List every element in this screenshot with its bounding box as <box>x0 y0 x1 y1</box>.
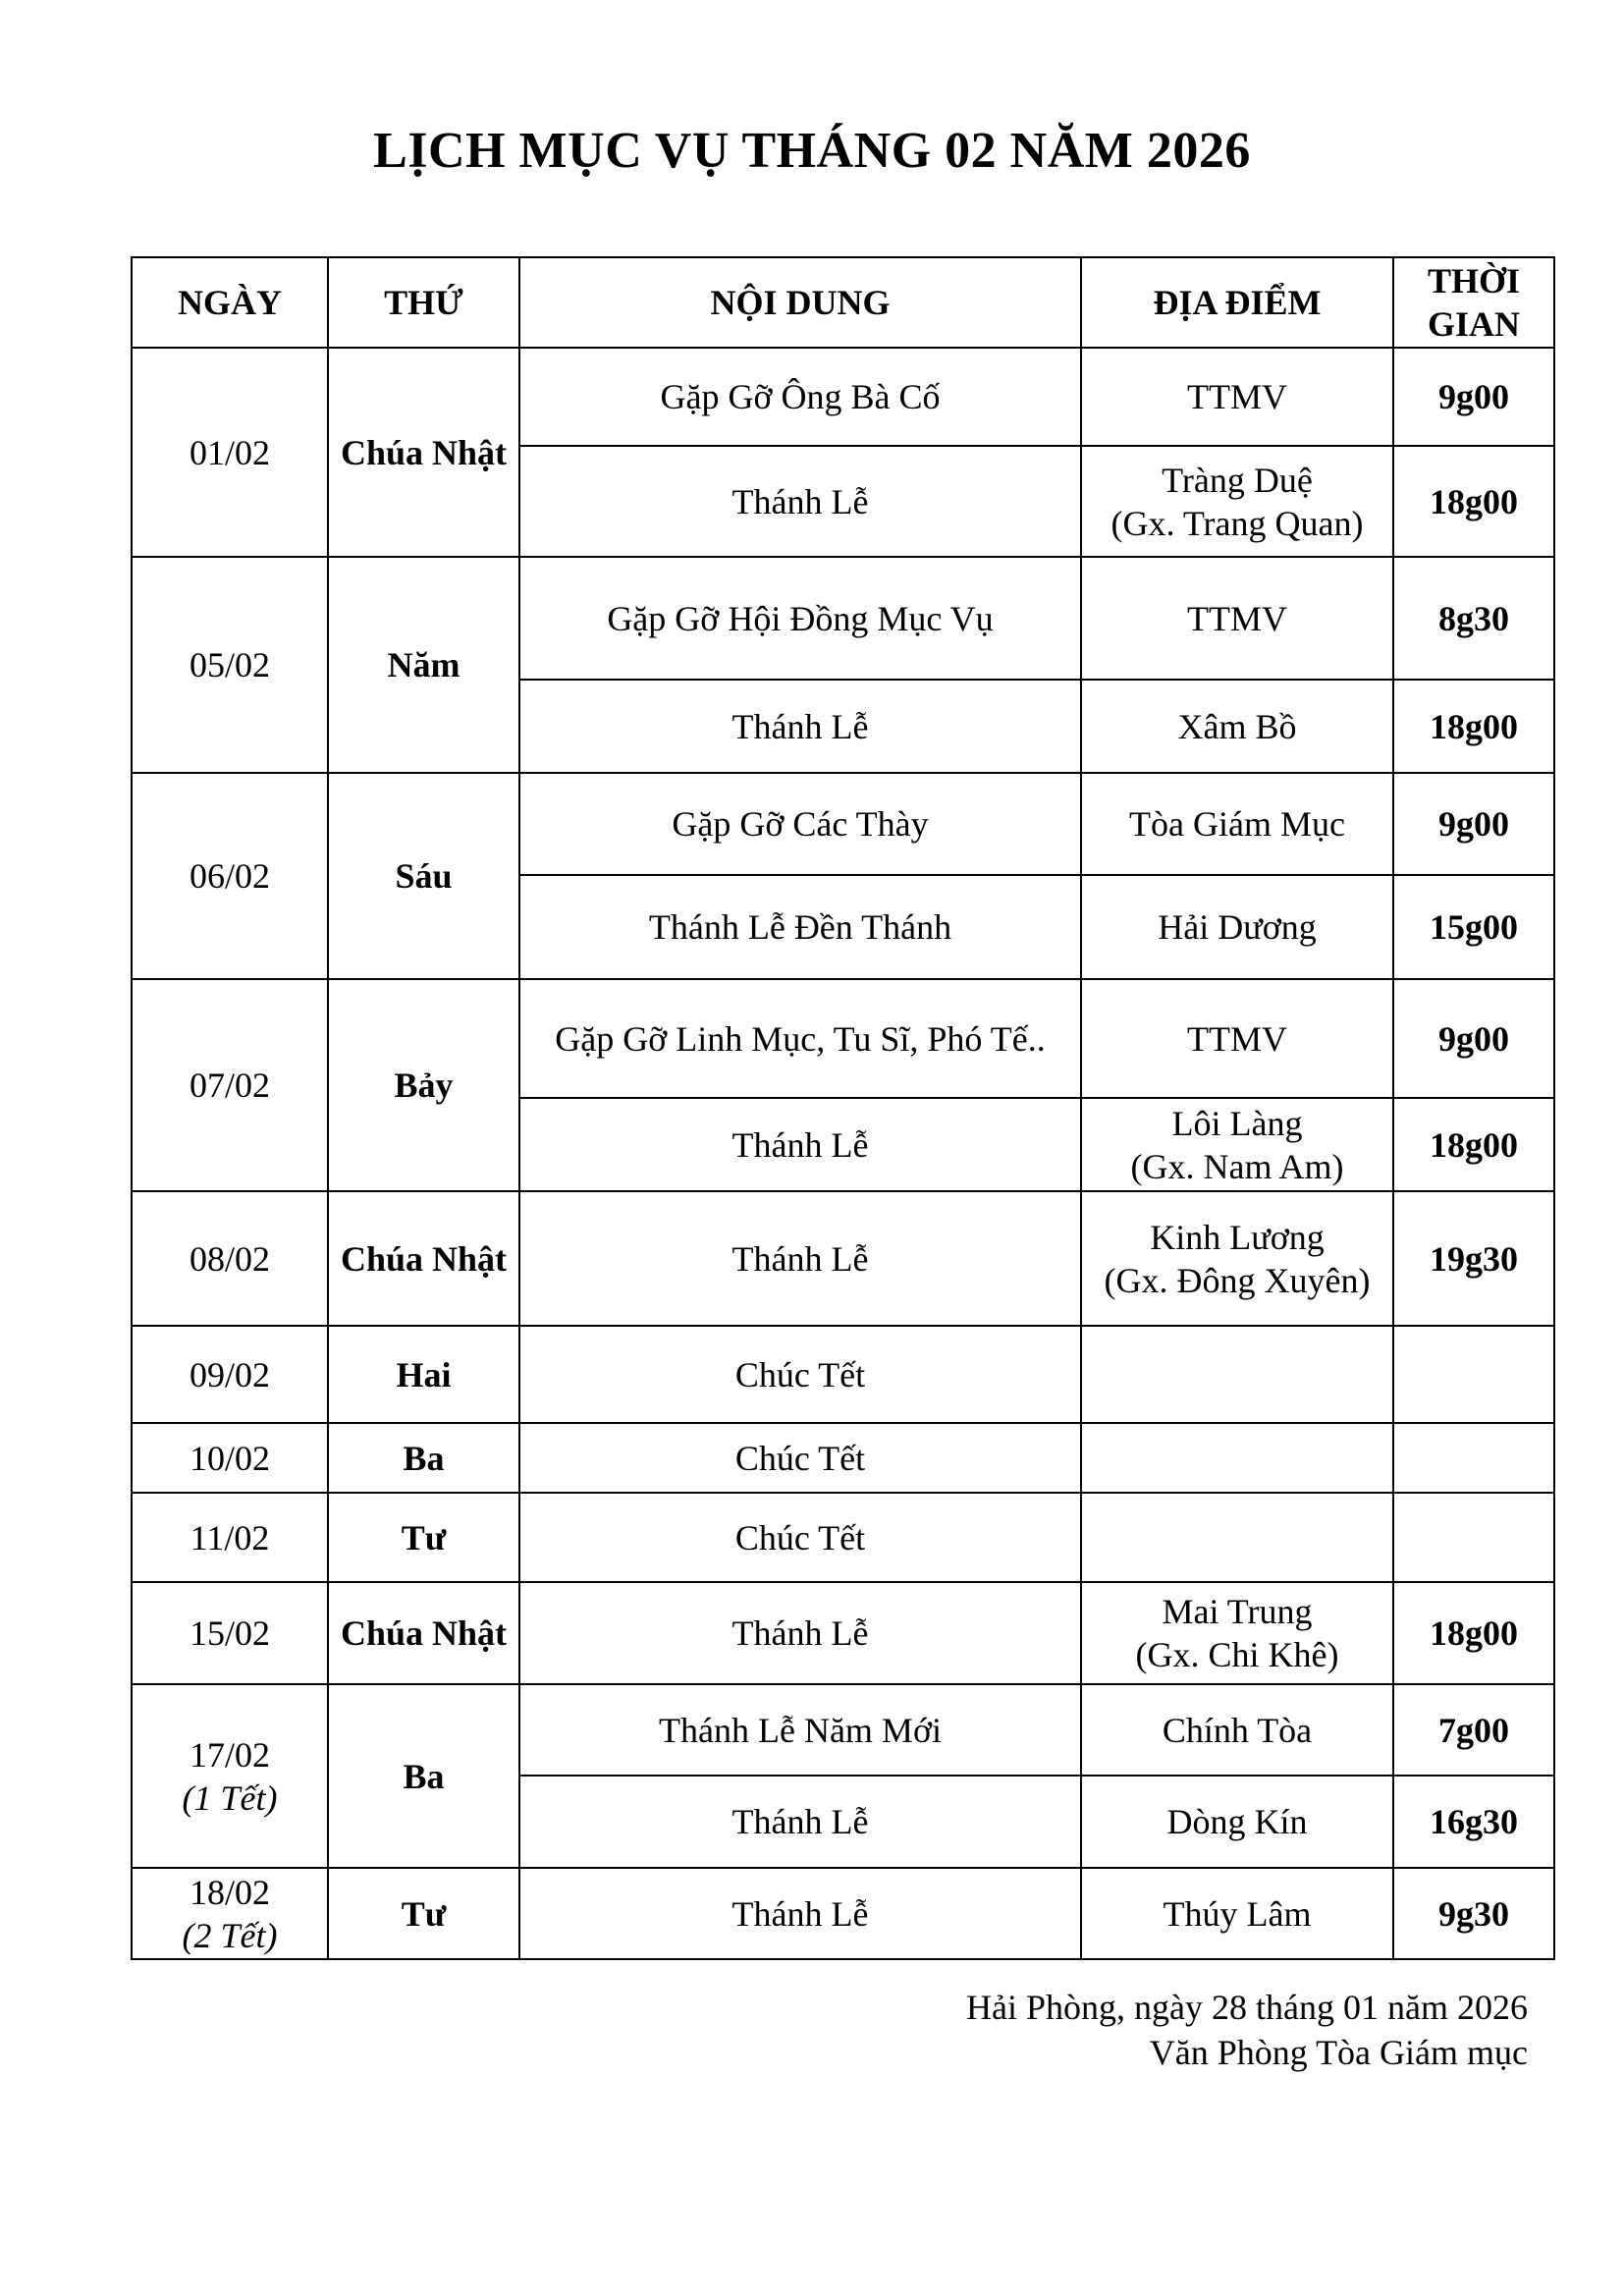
time-cell: 16g30 <box>1393 1776 1554 1868</box>
time-cell: 15g00 <box>1393 875 1554 979</box>
time-cell: 18g00 <box>1393 1098 1554 1191</box>
table-row <box>132 1423 1554 1493</box>
weekday-cell: Bảy <box>328 979 519 1191</box>
content-cell: Chúc Tết <box>519 1423 1081 1493</box>
location-line: Lôi Làng <box>1171 1103 1303 1143</box>
table-row <box>132 348 1554 446</box>
time-cell: 9g00 <box>1393 348 1554 446</box>
location-cell: TTMV <box>1081 979 1393 1098</box>
date-cell: 06/02 <box>132 773 328 979</box>
content-cell: Thánh Lễ <box>519 446 1081 557</box>
location-cell <box>1081 1191 1393 1326</box>
location-cell <box>1081 1582 1393 1684</box>
date-cell <box>132 1684 328 1868</box>
weekday-cell: Chúa Nhật <box>328 1582 519 1684</box>
table-row <box>132 1868 1554 1959</box>
content-cell: Gặp Gỡ Các Thày <box>519 773 1081 875</box>
content-cell: Gặp Gỡ Hội Đồng Mục Vụ <box>519 557 1081 680</box>
weekday-cell: Ba <box>328 1423 519 1493</box>
header-location: ĐỊA ĐIỂM <box>1081 257 1393 348</box>
location-cell <box>1081 1423 1393 1493</box>
date-value: 17/02 <box>189 1734 270 1775</box>
time-cell <box>1393 1423 1554 1493</box>
location-line: Mai Trung <box>1162 1592 1313 1631</box>
time-cell: 18g00 <box>1393 680 1554 773</box>
date-cell: 15/02 <box>132 1582 328 1684</box>
location-cell: Tòa Giám Mục <box>1081 773 1393 875</box>
weekday-cell: Tư <box>328 1493 519 1582</box>
time-cell: 7g00 <box>1393 1684 1554 1776</box>
weekday-cell: Sáu <box>328 773 519 979</box>
weekday-cell: Chúa Nhật <box>328 1191 519 1326</box>
date-cell: 08/02 <box>132 1191 328 1326</box>
weekday-cell: Chúa Nhật <box>328 348 519 557</box>
location-cell: Chính Tòa <box>1081 1684 1393 1776</box>
header-date: NGÀY <box>132 257 328 348</box>
header-weekday: THỨ <box>328 257 519 348</box>
date-cell: 10/02 <box>132 1423 328 1493</box>
content-cell: Thánh Lễ <box>519 1776 1081 1868</box>
location-cell: TTMV <box>1081 348 1393 446</box>
location-cell <box>1081 1098 1393 1191</box>
time-cell: 9g00 <box>1393 773 1554 875</box>
date-cell <box>132 1868 328 1959</box>
content-cell: Thánh Lễ <box>519 680 1081 773</box>
date-cell: 07/02 <box>132 979 328 1191</box>
table-row <box>132 1326 1554 1423</box>
content-cell: Thánh Lễ Năm Mới <box>519 1684 1081 1776</box>
header-content: NỘI DUNG <box>519 257 1081 348</box>
time-cell <box>1393 1326 1554 1423</box>
time-cell: 19g30 <box>1393 1191 1554 1326</box>
date-note: (2 Tết) <box>182 1915 278 1955</box>
location-line: (Gx. Đông Xuyên) <box>1104 1260 1371 1300</box>
table-row <box>132 557 1554 680</box>
weekday-cell: Hai <box>328 1326 519 1423</box>
table-row <box>132 1191 1554 1326</box>
date-cell: 01/02 <box>132 348 328 557</box>
content-cell: Thánh Lễ <box>519 1868 1081 1959</box>
date-value: 18/02 <box>189 1872 270 1912</box>
table-row <box>132 1493 1554 1582</box>
header-time <box>1393 257 1554 348</box>
table-row <box>132 1684 1554 1776</box>
weekday-cell: Ba <box>328 1684 519 1868</box>
weekday-cell: Năm <box>328 557 519 773</box>
content-cell: Chúc Tết <box>519 1493 1081 1582</box>
location-line: Tràng Duệ <box>1162 460 1313 500</box>
time-cell: 8g30 <box>1393 557 1554 680</box>
location-cell <box>1081 1493 1393 1582</box>
location-cell: TTMV <box>1081 557 1393 680</box>
location-line: (Gx. Chi Khê) <box>1135 1635 1339 1674</box>
table-row <box>132 773 1554 875</box>
weekday-cell: Tư <box>328 1868 519 1959</box>
page-title: LỊCH MỤC VỤ THÁNG 02 NĂM 2026 <box>373 123 1251 179</box>
time-cell <box>1393 1493 1554 1582</box>
content-cell: Thánh Lễ Đền Thánh <box>519 875 1081 979</box>
location-cell: Xâm Bồ <box>1081 680 1393 773</box>
date-cell: 09/02 <box>132 1326 328 1423</box>
content-cell: Chúc Tết <box>519 1326 1081 1423</box>
time-cell: 18g00 <box>1393 1582 1554 1684</box>
schedule-table <box>131 256 1555 1960</box>
header-time-line1: THỜI <box>1427 261 1521 301</box>
date-cell: 11/02 <box>132 1493 328 1582</box>
location-line: (Gx. Trang Quan) <box>1110 503 1364 543</box>
time-cell: 9g30 <box>1393 1868 1554 1959</box>
time-cell: 18g00 <box>1393 446 1554 557</box>
location-cell: Thúy Lâm <box>1081 1868 1393 1959</box>
date-note: (1 Tết) <box>182 1777 278 1818</box>
content-cell: Thánh Lễ <box>519 1191 1081 1326</box>
content-cell: Thánh Lễ <box>519 1582 1081 1684</box>
location-cell <box>1081 446 1393 557</box>
content-cell: Thánh Lễ <box>519 1098 1081 1191</box>
location-line: (Gx. Nam Am) <box>1130 1146 1344 1186</box>
content-cell: Gặp Gỡ Ông Bà Cố <box>519 348 1081 446</box>
date-cell: 05/02 <box>132 557 328 773</box>
table-row <box>132 1582 1554 1684</box>
location-cell: Dòng Kín <box>1081 1776 1393 1868</box>
table-row <box>132 979 1554 1098</box>
location-cell <box>1081 1326 1393 1423</box>
header-row <box>132 257 1554 348</box>
office-line: Văn Phòng Tòa Giám mục <box>1149 2033 1528 2072</box>
place-date-line: Hải Phòng, ngày 28 tháng 01 năm 2026 <box>966 1988 1528 2027</box>
header-time-line2: GIAN <box>1427 304 1520 344</box>
signature-block <box>966 1985 1528 2075</box>
location-line: Kinh Lương <box>1150 1217 1325 1257</box>
time-cell: 9g00 <box>1393 979 1554 1098</box>
location-cell: Hải Dương <box>1081 875 1393 979</box>
content-cell: Gặp Gỡ Linh Mục, Tu Sĩ, Phó Tế.. <box>519 979 1081 1098</box>
